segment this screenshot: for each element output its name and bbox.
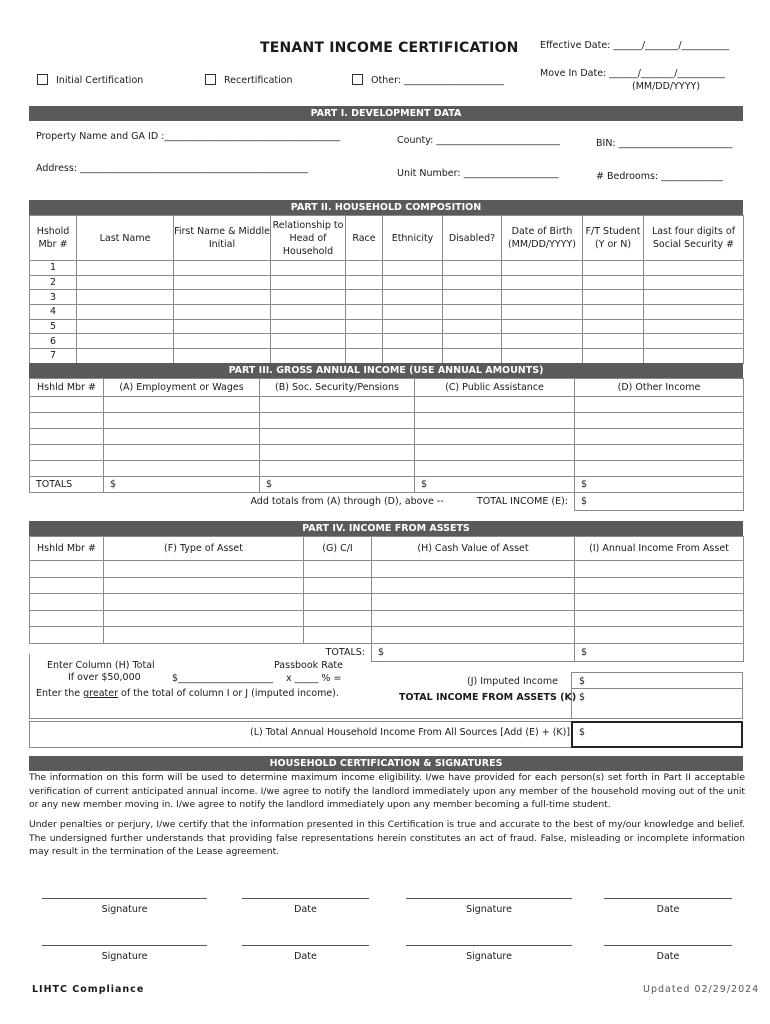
totals-row [30,477,744,493]
cell[interactable] [77,275,174,290]
cell[interactable] [383,334,443,349]
cell[interactable] [575,594,744,611]
assets-table [29,536,744,662]
cell[interactable] [502,334,583,349]
cell[interactable] [644,275,744,290]
col-first-name: First Name & Middle Initial [174,216,271,261]
add-totals-label: Add totals from (A) through (D), above -- [250,496,444,508]
cell[interactable] [346,319,383,334]
county-field[interactable]: County: __________________________ [397,135,560,146]
cell[interactable] [575,577,744,594]
total-annual-dollar: $ [579,727,586,738]
table-row [30,349,744,364]
certification-paragraph-1: The information on this form will be used to determine maximum income eligibility. I/we have provided for each person(s) set forth in Part II acceptable verification of current anticipated annual income. I/we agree to notify the landlord immediately upon any member of the household moving out of the unit or any new member moving in. I/we agree to notify the landlord immediately upon any member becoming a full-time student. [29,772,745,810]
cell[interactable] [372,610,575,627]
cell[interactable] [271,290,346,305]
move-in-date-field[interactable]: Move In Date: ______/_______/__________ [540,68,725,79]
cell[interactable] [415,413,575,429]
cell[interactable] [346,334,383,349]
cell[interactable] [174,261,271,276]
table-row [30,577,744,594]
enter-h-label: Enter Column (H) Total [47,660,155,671]
enter-greater-text [36,688,339,699]
cell[interactable] [104,413,260,429]
cell[interactable] [575,397,744,413]
date-label: Date [656,951,680,962]
cell[interactable] [30,594,104,611]
property-field[interactable]: Property Name and GA ID :_____________________________________ [36,131,341,142]
cell[interactable] [502,319,583,334]
unit-number-field[interactable]: Unit Number: ____________________ [397,168,559,179]
cell[interactable] [583,334,644,349]
cell[interactable] [502,275,583,290]
recert-option[interactable] [205,74,293,86]
table-row [30,561,744,578]
income-table [29,378,744,511]
imputed-income-label: (J) Imputed Income [467,676,558,687]
cell[interactable] [372,561,575,578]
passbook-rate-field[interactable]: x _____ % = [286,673,342,684]
total-c-field[interactable]: $ [415,477,575,493]
date-line[interactable] [604,945,732,946]
total-d-field[interactable]: $ [575,477,744,493]
signature-line[interactable] [42,945,207,946]
date-label: Date [294,951,317,962]
totals-label: TOTALS [30,477,104,493]
cell[interactable] [644,305,744,320]
enter-h-sub-label: If over $50,000 [68,672,141,683]
footer-left: LIHTC Compliance [32,984,145,995]
initial-cert-checkbox[interactable] [37,74,48,85]
date-format-hint: (MM/DD/YYYY) [632,81,701,92]
enter-greater-underlined: greater [83,688,119,699]
table-row [30,290,744,305]
cell[interactable] [174,319,271,334]
table-row [30,610,744,627]
signature-label: Signature [101,951,148,962]
cell[interactable] [271,305,346,320]
recert-label: Recertification [224,75,293,86]
total-annual-label: (L) Total Annual Household Income From All Sources [Add (E) + (K)] [250,727,571,738]
cell[interactable] [30,577,104,594]
cell[interactable] [383,349,443,364]
table-row [30,334,744,349]
table-row [30,594,744,611]
cell[interactable] [30,429,104,445]
assets-totals-label: TOTALS: [325,646,365,658]
cell[interactable] [77,349,174,364]
date-line[interactable] [242,945,369,946]
imputed-income-field[interactable]: $ [579,676,586,687]
recert-checkbox[interactable] [205,74,216,85]
cell[interactable] [271,275,346,290]
cell[interactable] [30,627,104,644]
cell[interactable] [104,627,304,644]
total-assets-field[interactable]: $ [579,692,586,703]
cell[interactable] [372,627,575,644]
col-asset-type: (F) Type of Asset [104,537,304,561]
cell[interactable] [77,305,174,320]
signature-label: Signature [466,904,512,915]
cell[interactable] [443,290,502,305]
cell[interactable] [583,349,644,364]
cell[interactable] [372,594,575,611]
other-option[interactable] [352,74,504,86]
cell[interactable] [346,290,383,305]
cell[interactable] [271,349,346,364]
cell[interactable] [304,627,372,644]
bedrooms-field[interactable]: # Bedrooms: _____________ [596,171,723,182]
cell[interactable] [502,349,583,364]
cell[interactable] [502,305,583,320]
cell[interactable] [304,577,372,594]
col-hshold-mbr: Hshold Mbr # [30,216,77,261]
income-header-row [30,379,744,397]
total-income-row [30,493,744,511]
cell[interactable] [77,261,174,276]
col-relationship: Relationship to Head of Household [271,216,346,261]
signature-line[interactable] [406,945,572,946]
cell[interactable] [304,610,372,627]
cell[interactable] [104,610,304,627]
initial-cert-option[interactable] [37,74,143,86]
col-ssn: Last four digits of Social Security # [644,216,744,261]
signature-label: Signature [466,951,512,962]
row-number: 7 [30,349,77,364]
effective-date-field[interactable]: Effective Date: ______/_______/__________ [540,40,730,51]
total-b-field[interactable]: $ [260,477,415,493]
imputed-divider [571,688,743,689]
cell[interactable] [575,561,744,578]
total-assets-label: TOTAL INCOME FROM ASSETS (K) [399,692,577,703]
cell[interactable] [575,413,744,429]
row-number: 4 [30,305,77,320]
cell[interactable] [304,561,372,578]
passbook-label: Passbook Rate [274,660,343,671]
col-cash-value: (H) Cash Value of Asset [372,537,575,561]
row-number: 3 [30,290,77,305]
part2-header: PART II. HOUSEHOLD COMPOSITION [29,200,743,215]
cell[interactable] [271,334,346,349]
table-row [30,275,744,290]
cell[interactable] [104,445,260,461]
col-soc-security: (B) Soc. Security/Pensions [260,379,415,397]
cell[interactable] [104,561,304,578]
signature-line[interactable] [406,898,572,899]
table-row [30,413,744,429]
cell[interactable] [502,290,583,305]
cell[interactable] [575,429,744,445]
cell[interactable] [415,429,575,445]
col-hshld-mbr: Hshld Mbr # [30,537,104,561]
cell[interactable] [104,397,260,413]
cell[interactable] [30,413,104,429]
cell[interactable] [104,577,304,594]
part3-header: PART III. GROSS ANNUAL INCOME (USE ANNUAL AMOUNTS) [29,363,743,378]
table-row [30,305,744,320]
col-dob: Date of Birth (MM/DD/YYYY) [502,216,583,261]
row-number: 2 [30,275,77,290]
cell[interactable] [583,261,644,276]
table-row [30,397,744,413]
cell[interactable] [575,610,744,627]
cell[interactable] [77,334,174,349]
signature-label: Signature [101,904,148,915]
cell[interactable] [104,594,304,611]
add-totals-text [104,493,575,511]
cell[interactable] [346,275,383,290]
cell[interactable] [30,461,104,477]
cell[interactable] [644,349,744,364]
cell[interactable] [383,275,443,290]
total-i-field[interactable]: $ [575,643,744,661]
cell[interactable] [443,349,502,364]
certification-header: HOUSEHOLD CERTIFICATION & SIGNATURES [29,756,743,771]
cell[interactable] [575,627,744,644]
other-label: Other: _____________________ [371,75,504,86]
date-label: Date [656,904,680,915]
col-annual-income-asset: (I) Annual Income From Asset [575,537,744,561]
assets-header-row [30,537,744,561]
cell[interactable] [443,334,502,349]
cell[interactable] [346,349,383,364]
total-h-field[interactable]: $ [372,643,575,661]
cell[interactable] [383,319,443,334]
date-line[interactable] [604,898,732,899]
col-race: Race [346,216,383,261]
cell[interactable] [77,290,174,305]
cell[interactable] [271,261,346,276]
col-ethnicity: Ethnicity [383,216,443,261]
col-last-name: Last Name [77,216,174,261]
total-annual-field[interactable] [571,721,743,748]
cell[interactable] [575,461,744,477]
cell[interactable] [260,429,415,445]
cell[interactable] [583,305,644,320]
cell[interactable] [372,577,575,594]
address-field[interactable]: Address: ________________________________________________ [36,163,309,174]
cell[interactable] [260,461,415,477]
col-employment: (A) Employment or Wages [104,379,260,397]
table-row [30,319,744,334]
imputed-result-box [571,672,743,719]
cell[interactable] [575,445,744,461]
cell[interactable] [583,290,644,305]
cell[interactable] [443,275,502,290]
cell[interactable] [583,275,644,290]
cell[interactable] [443,319,502,334]
col-disabled: Disabled? [443,216,502,261]
table-row [30,261,744,276]
total-income-field[interactable]: $ [575,493,744,511]
cell[interactable] [415,461,575,477]
row-number: 1 [30,261,77,276]
household-header-row [30,216,744,261]
date-label: Date [294,904,317,915]
cell[interactable] [583,319,644,334]
cell[interactable] [260,413,415,429]
cell[interactable] [415,445,575,461]
cell[interactable] [174,290,271,305]
h-total-field[interactable]: $____________________ [172,673,274,684]
cell[interactable] [415,397,575,413]
col-public-assistance: (C) Public Assistance [415,379,575,397]
footer-updated: Updated 02/29/2024 [643,984,760,995]
certification-paragraph-2: Under penalties or perjury, I/we certify that the information presented in this Certification is true and accurate to the best of my/our knowledge and belief. The undersigned further understands that providing false representations herein constitutes an act of fraud. False, misleading or incomplete information may result in the termination of the Lease agreement. [29,819,745,857]
cell[interactable] [304,594,372,611]
col-hshld-mbr: Hshld Mbr # [30,379,104,397]
cell[interactable] [644,334,744,349]
enter-greater-post: of the total of column I or J (imputed income). [118,688,339,699]
cell[interactable] [346,261,383,276]
table-row [30,445,744,461]
total-income-label: TOTAL INCOME (E): [476,496,568,508]
table-row [30,627,744,644]
signature-line[interactable] [42,898,207,899]
cell[interactable] [104,461,260,477]
table-row [30,429,744,445]
cell[interactable] [174,334,271,349]
cell[interactable] [30,561,104,578]
cell[interactable] [174,305,271,320]
cell[interactable] [77,319,174,334]
total-a-field[interactable]: $ [104,477,260,493]
cell[interactable] [502,261,583,276]
cell[interactable] [383,290,443,305]
row-number: 6 [30,334,77,349]
cell[interactable] [644,261,744,276]
cell[interactable] [443,305,502,320]
cell[interactable] [271,319,346,334]
cell[interactable] [644,319,744,334]
row-number: 5 [30,319,77,334]
cell[interactable] [260,445,415,461]
cell[interactable] [260,397,415,413]
cell[interactable] [383,261,443,276]
col-ci: (G) C/I [304,537,372,561]
enter-greater-pre: Enter the [36,688,84,699]
cell[interactable] [104,429,260,445]
spacer [30,493,104,511]
col-student: F/T Student (Y or N) [583,216,644,261]
table-row [30,461,744,477]
cell[interactable] [346,305,383,320]
household-table [29,215,744,364]
part4-header: PART IV. INCOME FROM ASSETS [29,521,743,536]
date-line[interactable] [242,898,369,899]
initial-cert-label: Initial Certification [56,75,144,86]
cell[interactable] [644,290,744,305]
cell[interactable] [30,610,104,627]
cell[interactable] [30,445,104,461]
cell[interactable] [174,349,271,364]
part1-header: PART I. DEVELOPMENT DATA [29,106,743,121]
other-checkbox[interactable] [352,74,363,85]
bin-field[interactable]: BIN: ________________________ [596,138,733,149]
form-title: TENANT INCOME CERTIFICATION [260,40,519,56]
cell[interactable] [383,305,443,320]
cell[interactable] [174,275,271,290]
cell[interactable] [30,397,104,413]
cell[interactable] [443,261,502,276]
col-other-income: (D) Other Income [575,379,744,397]
